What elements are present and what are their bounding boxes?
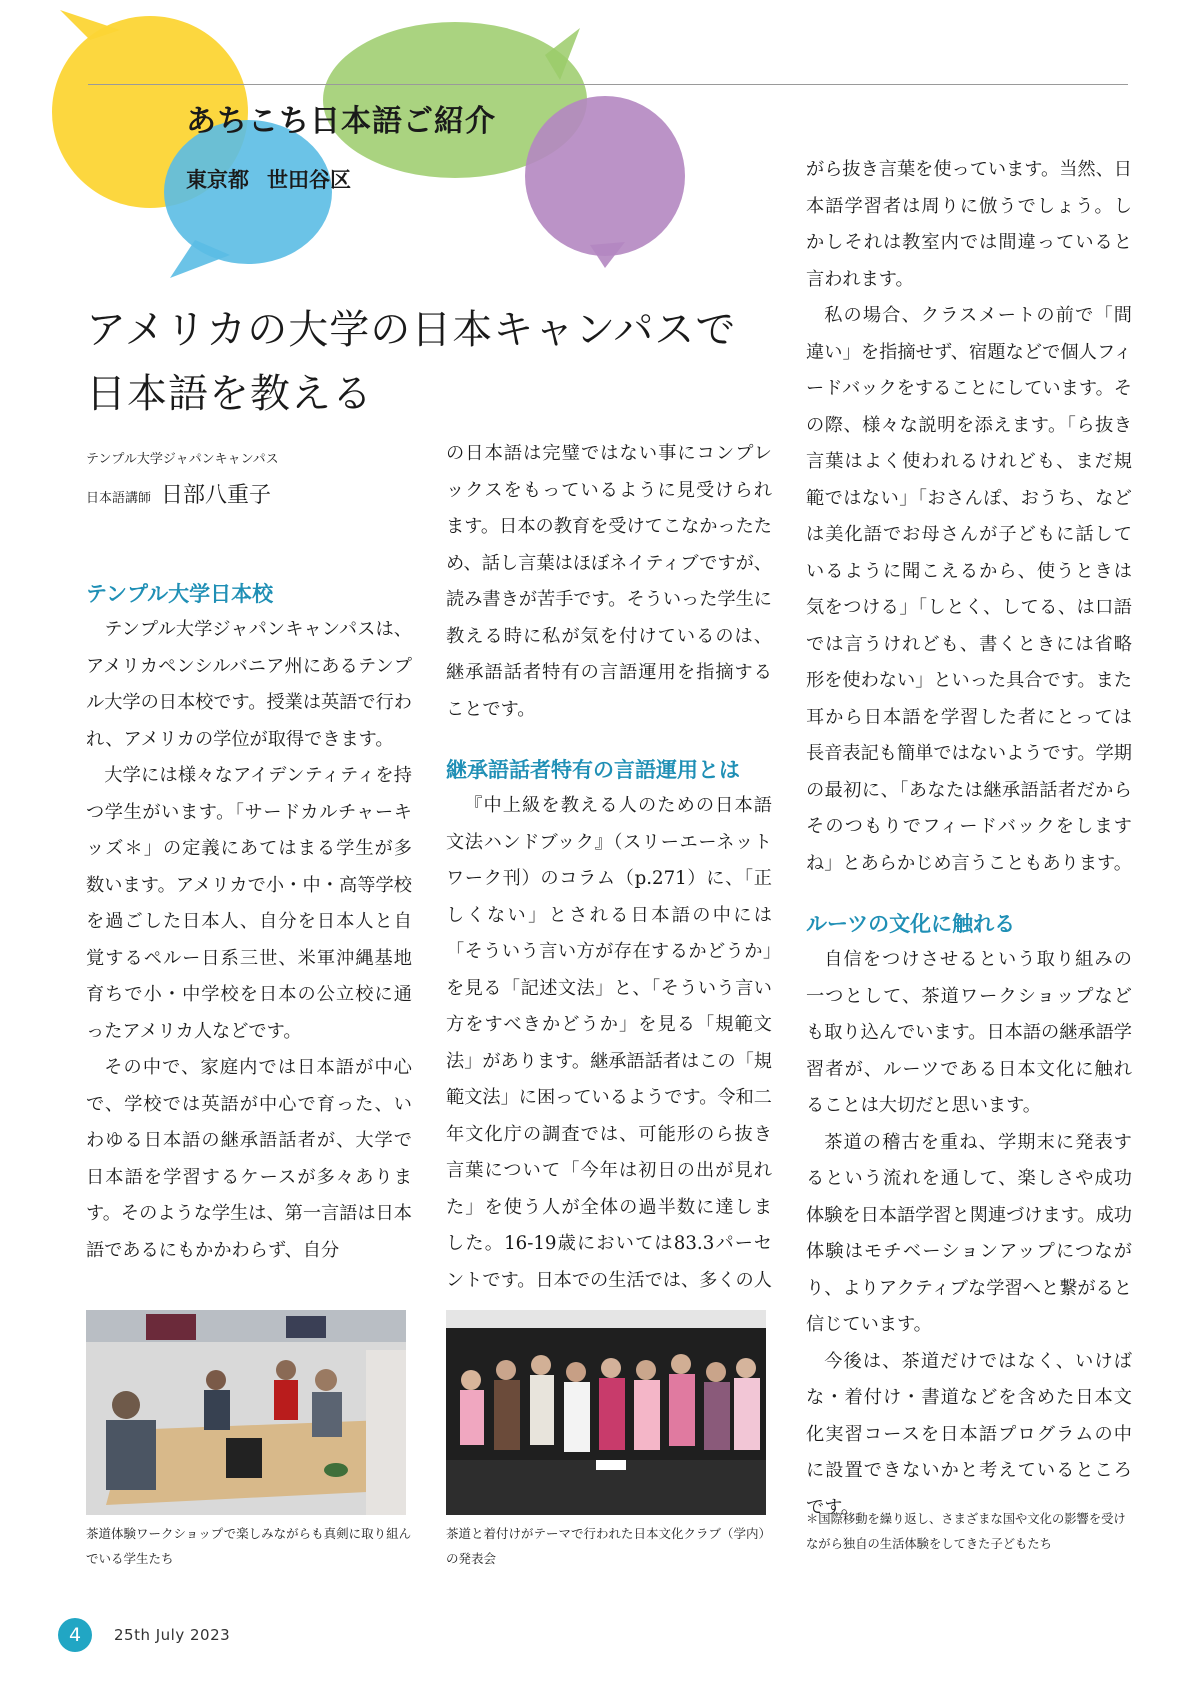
article-title (86, 298, 736, 426)
culture-club-photo (446, 1310, 766, 1515)
paragraph: 『中上級を教える人のための日本語文法ハンドブック』（スリーエーネットワーク刊）のコラム（p.271）に、「正しくない」とされる日本語の中には「そういう言い方が存在するかどうか」を見る「記述文法」と、「そういう言い方をすべきかどうか」を見る「規範文法」があります。継承語話者はこの「規範文法」に困っているようです。令和二年文化庁の調査では、可能形のら抜き言葉について「今年は初日の出が見れた」を使う人が全体の過半数に達しました。16-19歳においては83.3パーセントです。日本での生活では、多くの人 (446, 795, 772, 1291)
photo-caption-2: 茶道と着付けがテーマで行われた日本文化クラブ（学内）の発表会 (446, 1526, 772, 1566)
column-2 (446, 436, 772, 1299)
issue-date: 25th July 2023 (114, 1626, 231, 1644)
paragraph: の日本語は完璧ではない事にコンプレックスをもっているように見受けられます。日本の教育を受けてこなかったため、話し言葉はほぼネイティブですが、読み書きが苦手です。そういった学生に教える時に私が気を付けているのは、継承語話者特有の言語運用を指摘することです。 (446, 443, 772, 720)
author-byline (86, 478, 271, 509)
page-number: 4 (58, 1618, 92, 1652)
prefecture: 東京都 (186, 168, 249, 192)
ward: 世田谷区 (267, 168, 351, 192)
column-3 (806, 152, 1132, 1526)
paragraph: 自信をつけさせるという取り組みの一つとして、茶道ワークショップなども取り込んでいます。日本語の継承語学習者が、ルーツである日本文化に触れることは大切だと思います。 (806, 949, 1132, 1116)
section-heading-heritage: 継承語話者特有の言語運用とは (446, 758, 740, 782)
article-title-line-1: アメリカの大学の日本キャンパスで (86, 307, 737, 353)
speech-bubbles-decoration (0, 0, 700, 280)
paragraph: 茶道の稽古を重ね、学期末に発表するという流れを通して、楽しさや成功体験を日本語学習と関連づけます。成功体験はモチベーションアップにつながり、よりアクティブな学習へと繋がると信じています。 (806, 1131, 1132, 1335)
footnote: ＊国際移動を繰り返し、さまざまな国や文化の影響を受けながら独自の生活体験をしてきた子どもたち (806, 1512, 1126, 1551)
photo-caption-1: 茶道体験ワークショップで楽しみながらも真剣に取り組んでいる学生たち (86, 1526, 412, 1566)
section-heading-temple: テンプル大学日本校 (86, 582, 274, 606)
tea-workshop-photo (86, 1310, 406, 1515)
paragraph: その中で、家庭内では日本語が中心で、学校では英語が中心で育った、いわゆる日本語の継承語話者が、大学で日本語を学習するケースが多々あります。そのような学生は、第一言語は日本語であるにもかかわらず、自分 (86, 1057, 412, 1261)
author-affiliation: テンプル大学ジャパンキャンパス (86, 452, 279, 467)
region-label (186, 164, 351, 194)
article-title-line-2: 日本語を教える (86, 371, 373, 417)
paragraph: 大学には様々なアイデンティティを持つ学生がいます。「サードカルチャーキッズ＊」の定義にあてはまる学生が多数います。アメリカで小・中・高等学校を過ごした日本人、自分を日本人と自覚するペルー日系三世、米軍沖縄基地育ちで小・中学校を日本の公立校に通ったアメリカ人などです。 (86, 765, 412, 1042)
purple-bubble (525, 96, 685, 268)
paragraph: 今後は、茶道だけではなく、いけばな・着付け・書道などを含めた日本文化実習コースを日本語プログラムの中に設置できないかと考えているところです。 (806, 1350, 1132, 1518)
author-role: 日本語講師 (86, 491, 152, 506)
blue-bubble (164, 120, 332, 278)
paragraph: がら抜き言葉を使っています。当然、日本語学習者は周りに倣うでしょう。しかしそれは教室内では間違っていると言われます。 (806, 159, 1132, 290)
author-name: 日部八重子 (161, 483, 272, 508)
series-title: あちこち日本語ご紹介 (186, 104, 496, 139)
column-1 (86, 576, 412, 1269)
paragraph: 私の場合、クラスメートの前で「間違い」を指摘せず、宿題などで個人フィードバックをすることにしています。その際、様々な説明を添えます。「ら抜き言葉はよく使われるけれども、まだ規範ではない」「おさんぽ、おうち、などは美化語でお母さんが子どもに話しているように聞こえるから、使うときは気をつける」「しとく、してる、は口語では言うけれども、書くときには省略形を使わない」といった具合です。また耳から日本語を学習した者にとっては長音表記も簡単ではないようです。学期の最初に、「あなたは継承語話者だからそのつもりでフィードバックをしますね」とあらかじめ言うこともあります。 (806, 305, 1132, 874)
header-rule (88, 84, 1128, 85)
section-heading-roots: ルーツの文化に触れる (806, 912, 1016, 936)
paragraph: テンプル大学ジャパンキャンパスは、アメリカペンシルバニア州にあるテンプル大学の日本校です。授業は英語で行われ、アメリカの学位が取得できます。 (86, 619, 412, 750)
